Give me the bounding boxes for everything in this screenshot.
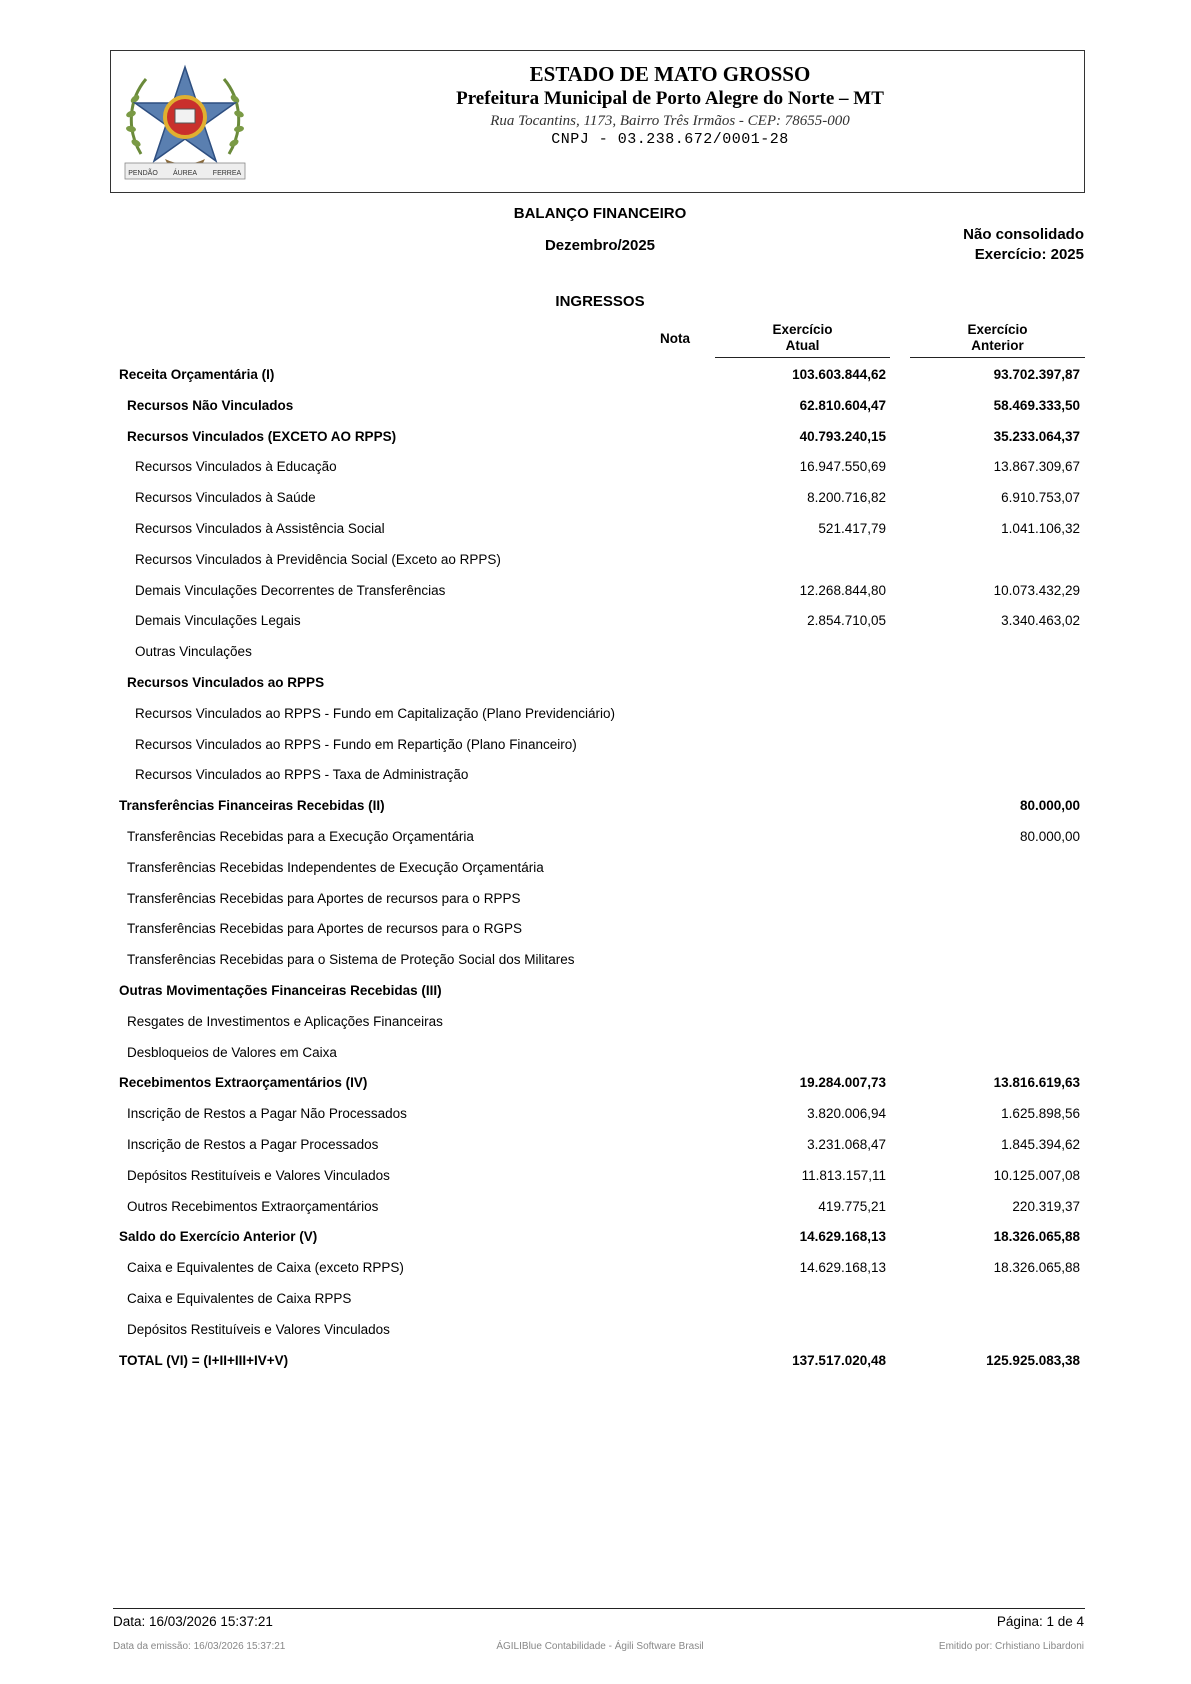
state-name: ESTADO DE MATO GROSSO [529,62,811,86]
section-title: INGRESSOS [555,293,645,310]
row-value-previous: 1.041.106,32 [1001,520,1080,536]
svg-text:PENDÃO: PENDÃO [128,170,158,177]
row-value-current: 3.820.006,94 [807,1106,886,1122]
row-value-current: 103.603.844,62 [792,367,886,382]
footer-software: ÁGILIBlue Contabilidade - Ágili Software Brasil [496,1641,704,1652]
table-row [119,483,1085,514]
row-label: Saldo do Exercício Anterior (V) [119,1229,318,1245]
row-value-current: 12.268.844,80 [799,582,886,598]
row-label: Recursos Vinculados ao RPPS [127,674,325,690]
row-value-previous: 58.469.333,50 [993,397,1080,413]
table-row [119,576,1085,607]
row-value-current: 40.793.240,15 [799,428,886,444]
row-value-previous: 80.000,00 [1019,798,1080,814]
row-label: Resgates de Investimentos e Aplicações Financeiras [127,1013,443,1029]
column-header-current [715,322,890,354]
row-label: TOTAL (VI) = (I+II+III+IV+V) [119,1352,289,1368]
footer-emission-date: Data da emissão: 16/03/2026 15:37:21 [113,1641,286,1652]
table-row [119,791,1085,822]
table-row [119,1161,1085,1192]
table-row [119,1222,1085,1253]
row-value-previous: 125.925.083,38 [986,1352,1080,1368]
consolidation-status: Não consolidado [963,226,1084,243]
table-row [119,422,1085,453]
row-label: Desbloqueios de Valores em Caixa [127,1044,337,1060]
table-row [119,391,1085,422]
row-label: Inscrição de Restos a Pagar Não Processados [127,1106,407,1122]
table-row [119,1346,1085,1377]
row-value-current: 11.813.157,11 [801,1167,886,1183]
exercise-year: Exercício: 2025 [974,246,1084,263]
row-label: Receita Orçamentária (I) [119,367,275,382]
row-value-current: 19.284.007,73 [799,1075,886,1091]
footer-issued-by: Emitido por: Crhistiano Libardoni [938,1641,1084,1652]
row-value-current: 14.629.168,13 [799,1260,886,1276]
table-row [119,606,1085,637]
footer-rule [113,1608,1085,1609]
row-value-current: 3.231.068,47 [807,1136,886,1152]
footer-page-number: Página: 1 de 4 [996,1614,1084,1629]
column-header-previous [910,322,1085,354]
row-value-previous: 220.319,37 [1012,1198,1080,1214]
table-row [119,637,1085,668]
prefecture-cnpj: CNPJ - 03.238.672/0001-28 [551,131,789,148]
row-value-current: 419.775,21 [818,1198,886,1214]
row-label: Depósitos Restituíveis e Valores Vinculados [127,1321,390,1337]
svg-text:ÁUREA: ÁUREA [172,170,198,177]
column-header-previous-line1: Exercício [967,322,1028,337]
table-row [119,452,1085,483]
table-row [119,945,1085,976]
row-label: Outros Recebimentos Extraorçamentários [127,1198,379,1214]
ingressos-table [119,360,1085,1376]
table-row [119,853,1085,884]
column-header-current-line1: Exercício [772,322,833,337]
row-label: Recursos Vinculados à Previdência Social (Exceto ao RPPS) [135,551,501,567]
row-value-current: 62.810.604,47 [799,397,886,413]
row-value-current: 137.517.020,48 [792,1352,886,1368]
table-row [119,1253,1085,1284]
row-label: Transferências Recebidas para Aportes de recursos para o RGPS [127,921,522,937]
row-value-current: 16.947.550,69 [799,459,886,475]
column-header-previous-line2: Anterior [971,338,1024,353]
table-row [119,545,1085,576]
row-label: Transferências Recebidas para o Sistema de Proteção Social dos Militares [127,952,575,968]
row-label: Recursos Vinculados à Assistência Social [135,520,385,536]
row-label: Recursos Vinculados ao RPPS - Fundo em Capitalização (Plano Previdenciário) [135,705,615,721]
table-row [119,730,1085,761]
table-row [119,760,1085,791]
table-row [119,1130,1085,1161]
row-label: Inscrição de Restos a Pagar Processados [127,1136,379,1152]
column-header-current-line2: Atual [785,338,820,353]
row-value-previous: 13.867.309,67 [993,459,1080,475]
row-value-previous: 93.702.397,87 [993,367,1080,382]
column-rule-previous [910,357,1085,358]
table-row [119,976,1085,1007]
row-label: Recebimentos Extraorçamentários (IV) [119,1075,368,1091]
row-label: Recursos Vinculados à Saúde [135,490,316,506]
row-label: Recursos Vinculados ao RPPS - Taxa de Administração [135,767,469,783]
row-label: Recursos Vinculados ao RPPS - Fundo em Repartição (Plano Financeiro) [135,736,577,752]
row-value-previous: 18.326.065,88 [993,1229,1080,1245]
table-row [119,360,1085,391]
footer-date: Data: 16/03/2026 15:37:21 [113,1614,273,1629]
row-label: Transferências Financeiras Recebidas (II) [119,798,385,814]
row-value-current: 2.854.710,05 [807,613,886,629]
table-row [119,1099,1085,1130]
table-row [119,884,1085,915]
row-label: Recursos Vinculados à Educação [135,459,337,475]
table-row [119,1007,1085,1038]
table-row [119,514,1085,545]
table-row [119,914,1085,945]
row-value-previous: 18.326.065,88 [993,1260,1080,1276]
report-period: Dezembro/2025 [544,237,656,254]
row-label: Demais Vinculações Legais [135,613,301,629]
table-row [119,699,1085,730]
letterhead [110,50,1085,193]
table-row [119,1284,1085,1315]
row-value-current: 14.629.168,13 [799,1229,886,1245]
row-label: Transferências Recebidas para a Execução Orçamentária [127,828,474,844]
row-label: Caixa e Equivalentes de Caixa (exceto RPPS) [127,1260,404,1276]
row-label: Transferências Recebidas Independentes de Execução Orçamentária [127,859,544,875]
row-value-previous: 6.910.753,07 [1001,490,1080,506]
row-value-previous: 3.340.463,02 [1001,613,1080,629]
row-label: Depósitos Restituíveis e Valores Vinculados [127,1167,390,1183]
table-row [119,1068,1085,1099]
row-value-previous: 1.845.394,62 [1001,1136,1080,1152]
row-value-previous: 10.073.432,29 [993,582,1080,598]
column-rule-current [715,357,890,358]
row-label: Outras Movimentações Financeiras Recebidas (III) [119,982,442,998]
table-row [119,822,1085,853]
report-title: BALANÇO FINANCEIRO [513,205,687,222]
row-label: Transferências Recebidas para Aportes de recursos para o RPPS [127,890,521,906]
row-value-current: 8.200.716,82 [807,490,886,506]
table-row [119,1038,1085,1069]
column-header-nota: Nota [660,331,690,346]
row-label: Outras Vinculações [135,644,252,660]
row-value-previous: 1.625.898,56 [1001,1106,1080,1122]
svg-text:FERREA: FERREA [212,170,242,177]
prefecture-name: Prefeitura Municipal de Porto Alegre do Norte – MT [456,88,884,109]
row-label: Recursos Vinculados (EXCETO AO RPPS) [127,428,397,444]
row-value-previous: 10.125.007,08 [993,1167,1080,1183]
table-row [119,1192,1085,1223]
prefecture-address: Rua Tocantins, 1173, Bairro Três Irmãos - CEP: 78655-000 [490,113,850,129]
row-value-current: 521.417,79 [818,520,886,536]
row-value-previous: 80.000,00 [1019,828,1080,844]
row-label: Caixa e Equivalentes de Caixa RPPS [127,1290,352,1306]
row-label: Recursos Não Vinculados [127,397,294,413]
row-value-previous: 13.816.619,63 [993,1075,1080,1091]
table-row [119,668,1085,699]
table-row [119,1315,1085,1346]
row-label: Demais Vinculações Decorrentes de Transferências [135,582,446,598]
row-value-previous: 35.233.064,37 [993,428,1080,444]
